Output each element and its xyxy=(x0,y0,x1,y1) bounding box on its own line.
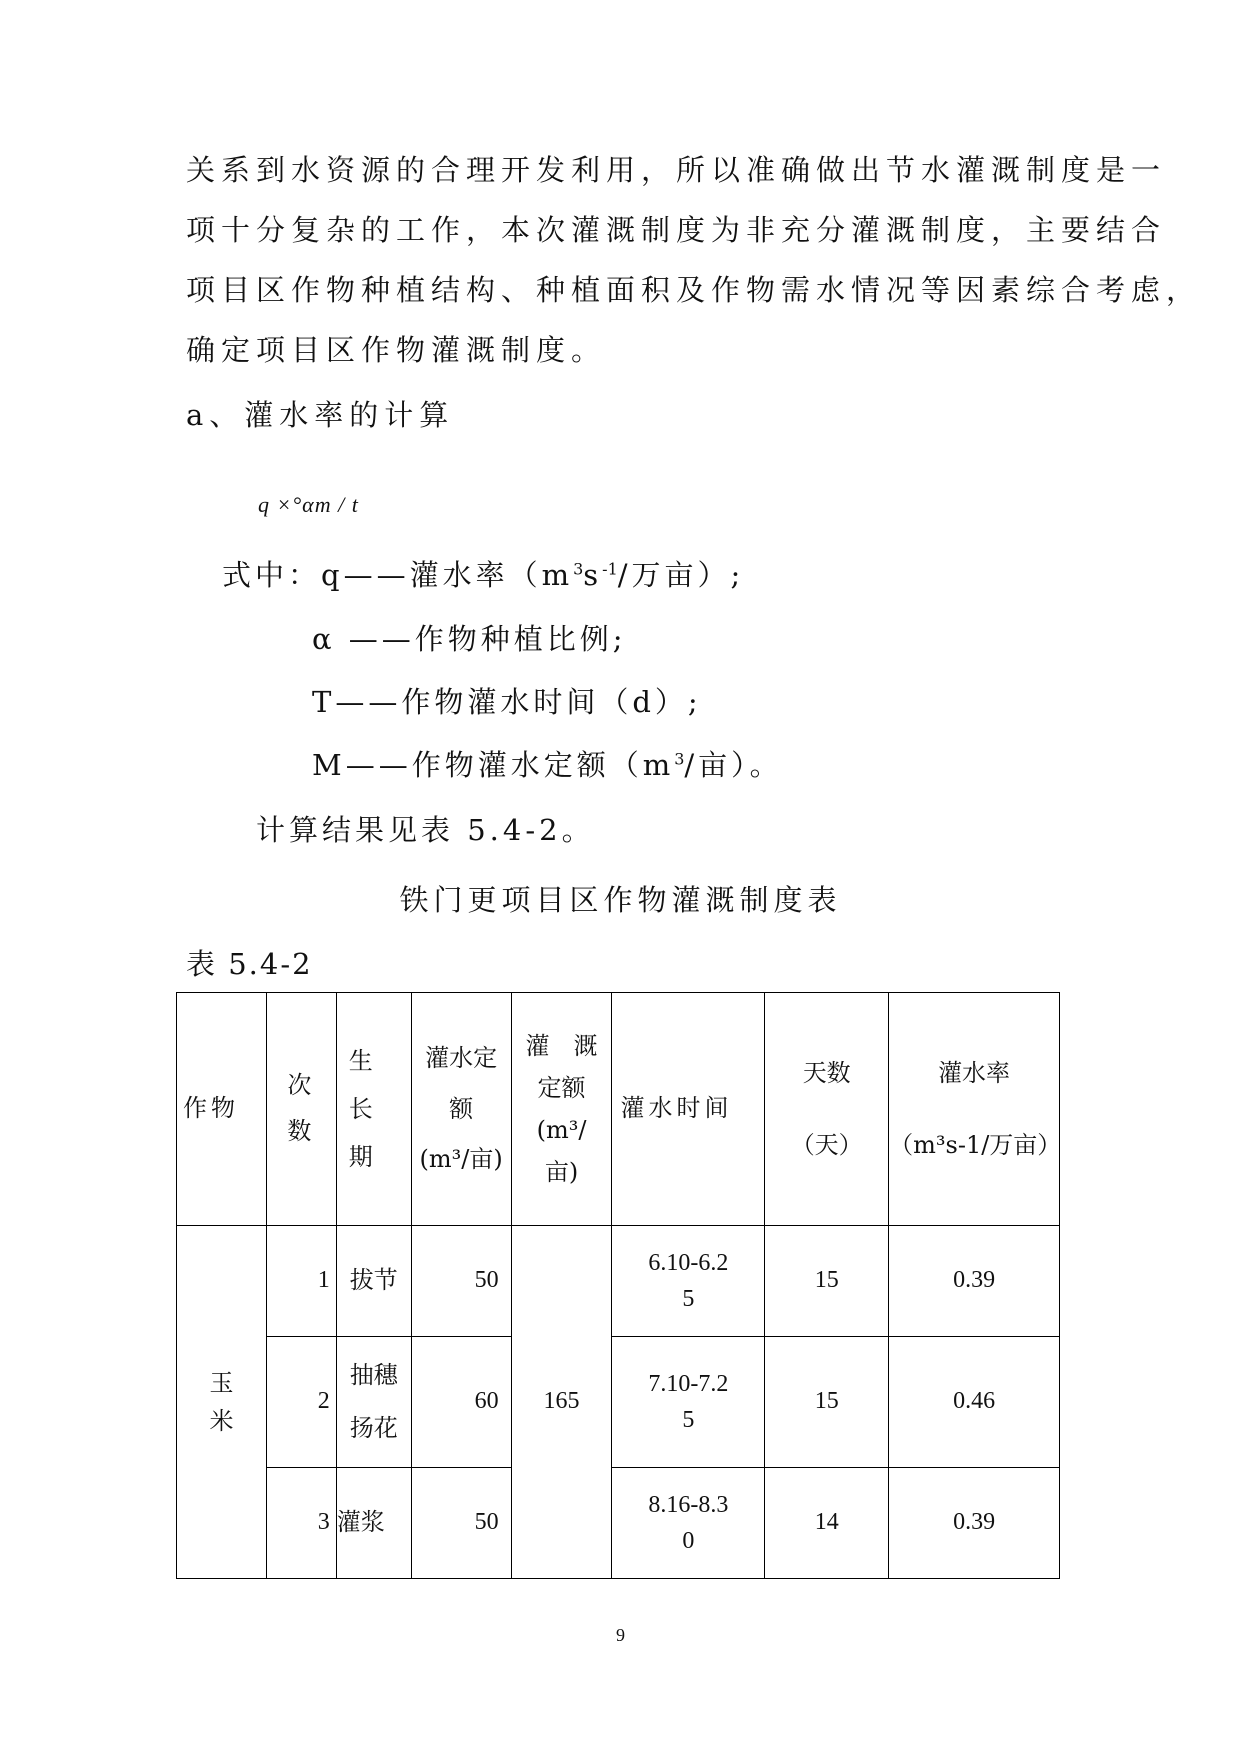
result-reference: 计算结果见表 5.4-2。 xyxy=(256,813,595,847)
row-2-period: 7.10-7.2 5 xyxy=(612,1337,765,1468)
table-caption: 铁门更项目区作物灌溉制度表 xyxy=(399,883,842,917)
row-1-days: 15 xyxy=(765,1226,889,1337)
irrigation-quota-value: 165 xyxy=(511,1226,612,1579)
definition-q-end: /万亩）; xyxy=(617,558,745,592)
row-1-stage: 拔节 xyxy=(336,1226,411,1337)
header-period: 灌水时间 xyxy=(612,993,765,1226)
superscript: 3 xyxy=(674,749,685,769)
header-times: 次 数 xyxy=(266,993,336,1226)
crop-name: 玉 米 xyxy=(177,1226,267,1579)
definition-alpha: α ——作物种植比例; xyxy=(312,622,627,656)
header-days: 天数 （天） xyxy=(765,993,889,1226)
definition-M xyxy=(312,743,783,784)
row-3-days: 14 xyxy=(765,1468,889,1579)
paragraph-line-3: 项目区作物种植结构、种植面积及作物需水情况等因素综合考虑， xyxy=(186,273,1202,307)
definition-q-text: q——灌水率（m xyxy=(321,558,574,592)
section-heading: a、灌水率的计算 xyxy=(186,398,455,432)
formula: q ×°αm / t xyxy=(258,492,359,517)
definition-T: T——作物灌水时间（d）; xyxy=(312,685,702,719)
row-2-days: 15 xyxy=(765,1337,889,1468)
irrigation-table xyxy=(176,992,1060,1579)
row-1-rate: 0.39 xyxy=(889,1226,1060,1337)
superscript: -1 xyxy=(602,559,618,579)
row-3-times: 3 xyxy=(266,1468,336,1579)
row-3-quota: 50 xyxy=(411,1468,511,1579)
row-1-period: 6.10-6.2 5 xyxy=(612,1226,765,1337)
paragraph-line-4: 确定项目区作物灌溉制度。 xyxy=(186,333,607,367)
superscript: 3 xyxy=(573,559,584,579)
row-2-times: 2 xyxy=(266,1337,336,1468)
definition-prefix: 式中： xyxy=(222,558,322,592)
header-rate: 灌水率 （m³s-1/万亩） xyxy=(889,993,1060,1226)
header-quota: 灌水定 额 (m³/亩) xyxy=(411,993,511,1226)
header-irrigation-quota: 灌 溉 定额 (m³/ 亩) xyxy=(511,993,612,1226)
header-crop: 作物 xyxy=(177,993,267,1226)
row-1-times: 1 xyxy=(266,1226,336,1337)
header-stage: 生 长 期 xyxy=(336,993,411,1226)
row-3-rate: 0.39 xyxy=(889,1468,1060,1579)
definition-q-unit: s xyxy=(583,558,603,592)
definition-q xyxy=(222,553,744,594)
paragraph-line-2: 项十分复杂的工作，本次灌溉制度为非充分灌溉制度，主要结合 xyxy=(186,213,1167,247)
row-2-stage: 抽穗 扬花 xyxy=(336,1337,411,1468)
page-number: 9 xyxy=(616,1625,625,1645)
row-3-stage: 灌浆 xyxy=(336,1468,411,1579)
definition-M-end: /亩）。 xyxy=(684,748,783,782)
row-1-quota: 50 xyxy=(411,1226,511,1337)
paragraph-line-1: 关系到水资源的合理开发利用，所以准确做出节水灌溉制度是一 xyxy=(186,153,1167,187)
row-3-period: 8.16-8.3 0 xyxy=(612,1468,765,1579)
row-2-rate: 0.46 xyxy=(889,1337,1060,1468)
table-number: 表 5.4-2 xyxy=(186,947,313,981)
definition-M-text: M——作物灌水定额（m xyxy=(312,748,675,782)
row-2-quota: 60 xyxy=(411,1337,511,1468)
